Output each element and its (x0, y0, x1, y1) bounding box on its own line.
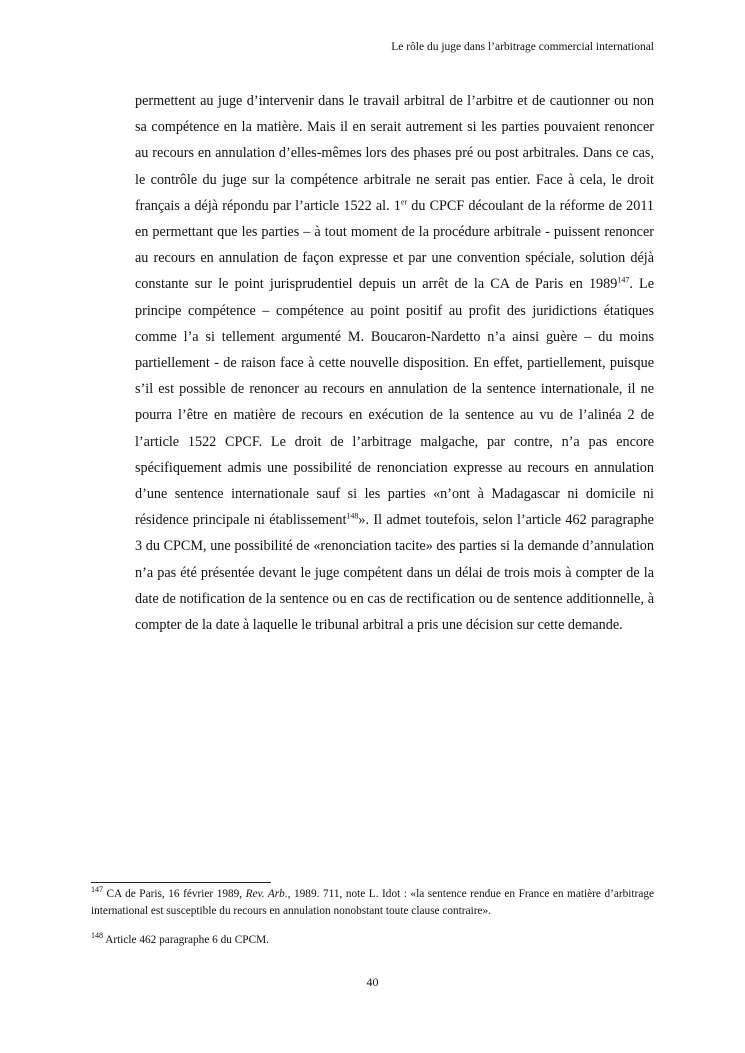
body-text-part-2: du CPCF découlant de la réforme de 2011 en permettant que les parties – à tout moment de la procédure arbitrale - puissent renoncer au recours en annulation de façon expresse et par une convention spéciale, solution déjà constante sur le point jurisprudentiel depuis un arrêt de la CA de Paris en 1989 (135, 197, 655, 293)
footnote-147 (91, 886, 654, 919)
page-number: 40 (366, 975, 379, 989)
journal-title: Rev. Arb. (245, 888, 288, 900)
footnote-text: CA de Paris, 16 février 1989, (103, 888, 246, 900)
body-text-part-3: . Le principe compétence – compétence au point positif au profit des juridictions étatiques comme l’a si tellement argumenté M. Boucaron-Nardetto n’a ainsi guère – du moins partiellement - de raison face à cette nouvelle disposition. En effet, partiellement, puisque s’il est possible de renoncer au recours en annulation de la sentence internationale, il ne pourra l’être en matière de recours en exécution de la sentence au vu de l’alinéa 2 de l’article 1522 CPCF. Le droit de l’arbitrage malgache, par contre, n’a pas encore spécifiquement admis une possibilité de renonciation expresse au recours en annulation d’une sentence internationale sauf si les parties «n’ont à Madagascar ni domicile ni résidence principale ni établissement (135, 276, 654, 529)
body-paragraph (135, 88, 654, 638)
footnote-text: , 1989. 711, note L. Idot : «la sentence rendue en France en matière d’arbitrage international est susceptible du recours en annulation nonobstant toute clause contraire». (91, 888, 654, 917)
footnote-ref-147[interactable]: 147 (617, 275, 630, 285)
body-text-part-4: ». Il admet toutefois, selon l’article 462 paragraphe 3 du CPCM, une possibilité de «renonciation tacite» des parties si la demande d’annulation n’a pas été présentée devant le juge compétent dans un délai de trois mois à compter de la date de notification de la sentence ou en cas de rectification ou de sentence additionnelle, à compter de la date à laquelle le tribunal arbitral a pris une décision sur cette demande. (135, 512, 654, 634)
footnote-text: Article 462 paragraphe 6 du CPCM. (103, 934, 269, 946)
footnote-number: 148 (91, 931, 103, 941)
running-header: Le rôle du juge dans l’arbitrage commercial international (391, 41, 654, 53)
footnote-number: 147 (91, 885, 103, 895)
superscript-er: er (400, 197, 408, 207)
footnote-ref-148[interactable]: 148 (346, 511, 359, 521)
footnote-separator (91, 882, 271, 883)
footnote-148 (91, 932, 654, 949)
body-text-part-1: permettent au juge d’intervenir dans le travail arbitral de l’arbitre et de cautionner ou non sa compétence en la matière. Mais il en serait autrement si les parties pouvaient renoncer au recours en annulation d’elles-mêmes lors des phases pré ou post arbitrales. Dans ce cas, le contrôle du juge sur la compétence arbitrale ne serait pas entier. Face à cela, le droit français a déjà répondu par l’article 1522 al. 1 (135, 93, 654, 214)
